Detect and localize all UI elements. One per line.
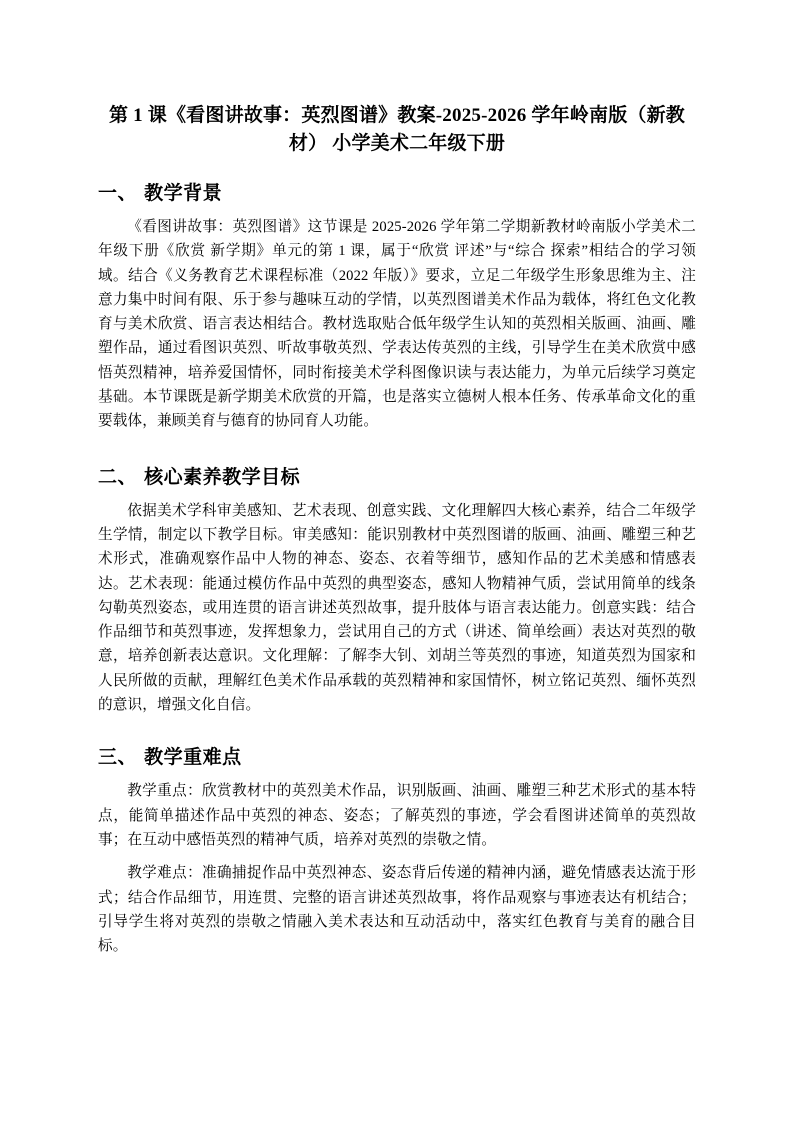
section-key-difficult-points bbox=[98, 744, 696, 958]
section-heading-objectives: 二、 核心素养教学目标 bbox=[98, 465, 301, 488]
section-heading-background: 一、 教学背景 bbox=[98, 182, 223, 204]
document-title: 第 1 课《看图讲故事：英烈图谱》教案-2025-2026 学年岭南版（新教材） 小学美术二年级下册 bbox=[108, 105, 685, 154]
paragraph-objectives: 依据美术学科审美感知、艺术表现、创意实践、文化理解四大核心素养，结合二年级学生学情，制定以下教学目标。审美感知：能识别教材中英烈图谱的版画、油画、雕塑三种艺术形式，准确观察作品中人物的神态、姿态、衣着等细节，感知作品的艺术美感和情感表达。艺术表现：能通过模仿作品中英烈的典型姿态，感知人物精神气质，尝试用简单的线条勾勒英烈姿态，或用连贯的语言讲述英烈故事，提升肢体与语言表达能力。创意实践：结合作品细节和英烈事迹，发挥想象力，尝试用自己的方式（讲述、简单绘画）表达对英烈的敬意，培养创新表达意识。文化理解：了解李大钊、刘胡兰等英烈的事迹，知道英烈为国家和人民所做的贡献，理解红色美术作品承载的英烈精神和家国情怀，树立铭记英烈、缅怀英烈的意识，增强文化自信。 bbox=[98, 502, 696, 714]
paragraph-difficult-points: 教学难点：准确捕捉作品中英烈神态、姿态背后传递的精神内涵，避免情感表达流于形式；结合作品细节，用连贯、完整的语言讲述英烈故事，将作品观察与事迹表达有机结合；引导学生将对英烈的崇敬之情融入美术表达和互动活动中，落实红色教育与美育的融合目标。 bbox=[98, 865, 696, 955]
section-core-objectives bbox=[98, 464, 696, 718]
section-teaching-background bbox=[98, 180, 696, 434]
paragraph-key-points: 教学重点：欣赏教材中的英烈美术作品，识别版画、油画、雕塑三种艺术形式的基本特点，能简单描述作品中英烈的神态、姿态；了解英烈的事迹，学会看图讲述简单的英烈故事；在互动中感悟英烈的精神气质，培养对英烈的崇敬之情。 bbox=[98, 783, 696, 848]
paragraph-background: 《看图讲故事：英烈图谱》这节课是 2025-2026 学年第二学期新教材岭南版小学美术二年级下册《欣赏 新学期》单元的第 1 课，属于“欣赏 评述”与“综合 探索”相结合的学习领域。结合《义务教育艺术课程标准（2022 年版）》要求，立足二年级学生形象思维为主、注意力集中时间有限、乐于参与趣味互动的学情，以英烈图谱美术作品为载体，将红色文化教育与美术欣赏、语言表达相结合。教材选取贴合低年级学生认知的英烈相关版画、油画、雕塑作品，通过看图识英烈、听故事敬英烈、学表达传英烈的主线，引导学生在美术欣赏中感悟英烈精神，培养爱国情怀，同时衔接美术学科图像识读与表达能力，为单元后续学习奠定基础。本节课既是新学期美术欣赏的开篇，也是落实立德树人根本任务、传承革命文化的重要载体，兼顾美育与德育的协同育人功能。 bbox=[98, 219, 696, 430]
section-heading-key-points: 三、 教学重难点 bbox=[98, 746, 242, 769]
